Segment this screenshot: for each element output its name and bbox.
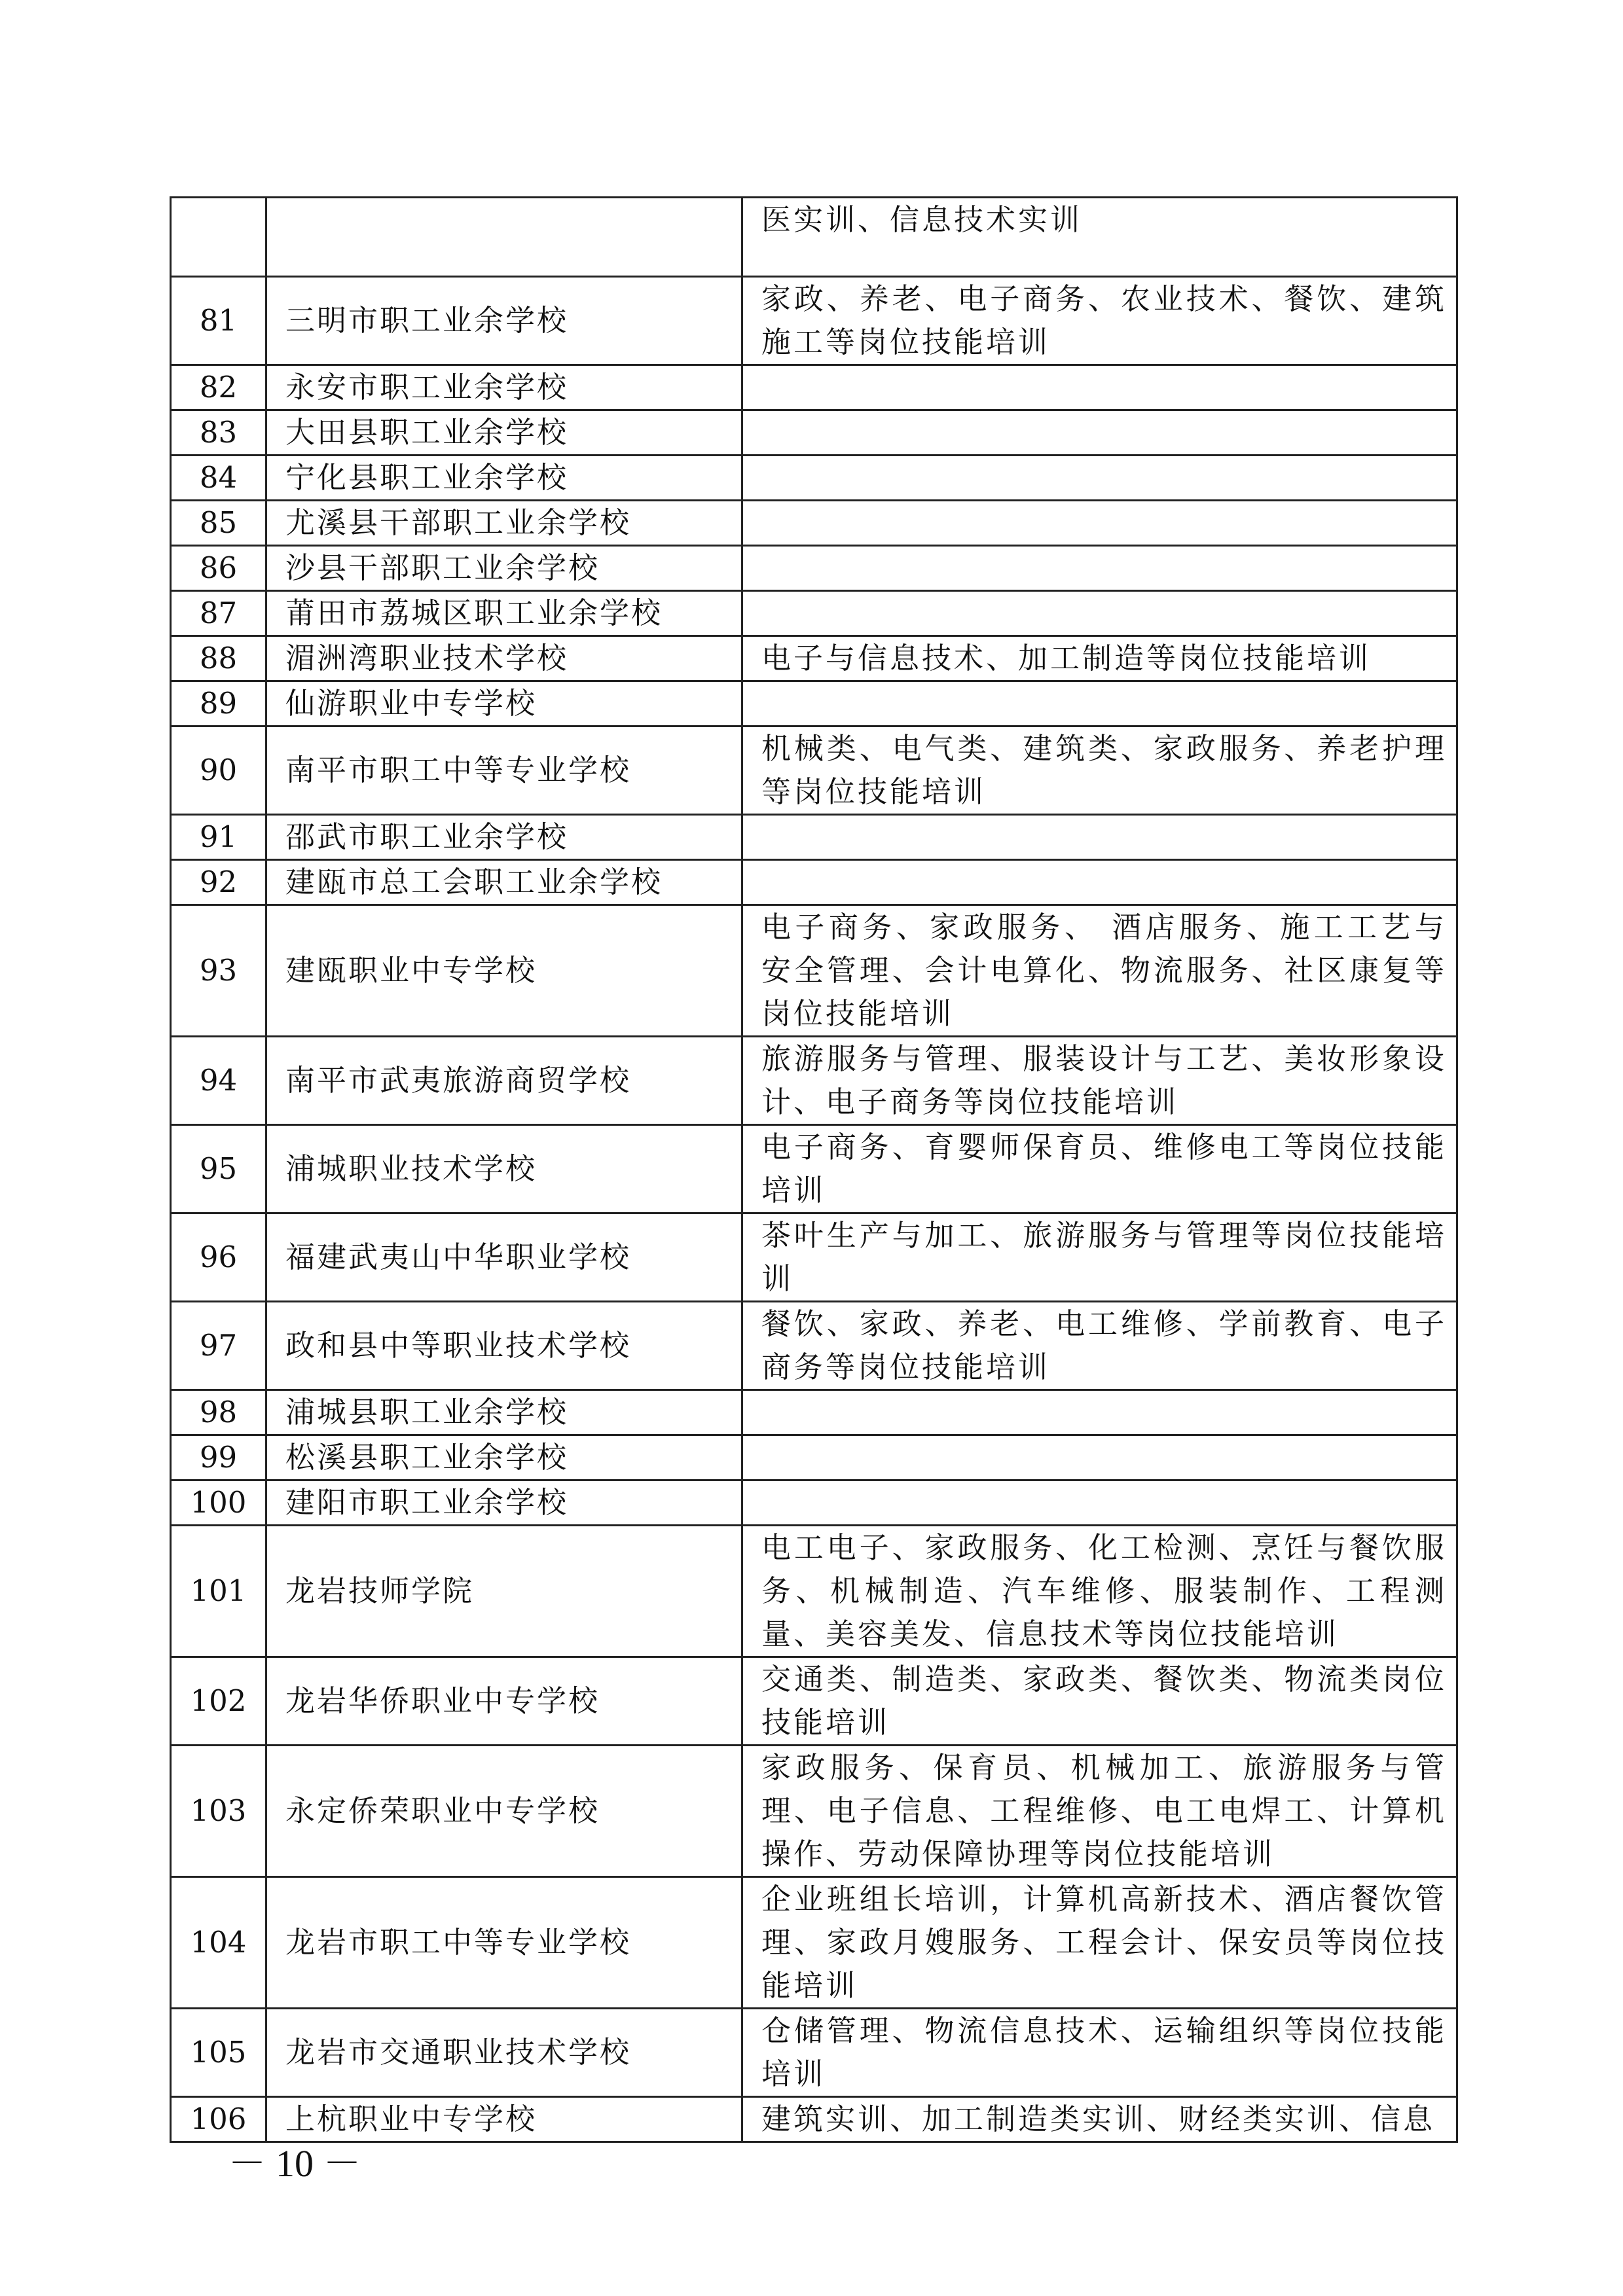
school-name: 宁化县职工业余学校: [266, 456, 742, 501]
school-name: 沙县干部职工业余学校: [266, 546, 742, 591]
school-name: 建瓯市总工会职工业余学校: [266, 860, 742, 905]
school-name: 松溪县职工业余学校: [266, 1435, 742, 1480]
school-name: 建瓯职业中专学校: [266, 905, 742, 1037]
row-number: 103: [171, 1746, 266, 1877]
row-number: 101: [171, 1526, 266, 1657]
row-number: 95: [171, 1125, 266, 1213]
row-number: 85: [171, 501, 266, 546]
row-number: [171, 198, 266, 277]
row-number: 93: [171, 905, 266, 1037]
table-row: [171, 1302, 1457, 1390]
table-row: [171, 860, 1457, 905]
training-content: [742, 501, 1457, 546]
school-name: 浦城县职工业余学校: [266, 1390, 742, 1435]
training-content: 建筑实训、加工制造类实训、财经类实训、信息: [742, 2097, 1457, 2142]
row-number: 92: [171, 860, 266, 905]
table-row: [171, 1877, 1457, 2009]
row-number: 100: [171, 1480, 266, 1526]
table-row: [171, 198, 1457, 277]
training-content: 旅游服务与管理、服装设计与工艺、美妆形象设计、电子商务等岗位技能培训: [742, 1037, 1457, 1125]
training-content: [742, 1390, 1457, 1435]
training-content: [742, 1435, 1457, 1480]
row-number: 86: [171, 546, 266, 591]
training-content: [742, 365, 1457, 410]
row-number: 105: [171, 2009, 266, 2097]
school-name: 大田县职工业余学校: [266, 410, 742, 456]
row-number: 98: [171, 1390, 266, 1435]
row-number: 81: [171, 277, 266, 365]
row-number: 104: [171, 1877, 266, 2009]
table-row: [171, 501, 1457, 546]
training-content: [742, 815, 1457, 860]
school-name: 政和县中等职业技术学校: [266, 1302, 742, 1390]
row-number: 87: [171, 591, 266, 636]
table-row: [171, 726, 1457, 815]
training-content: 电子商务、育婴师保育员、维修电工等岗位技能培训: [742, 1125, 1457, 1213]
school-name: 尤溪县干部职工业余学校: [266, 501, 742, 546]
training-content: 机械类、电气类、建筑类、家政服务、养老护理等岗位技能培训: [742, 726, 1457, 815]
school-name: 龙岩市职工中等专业学校: [266, 1877, 742, 2009]
table-row: [171, 410, 1457, 456]
school-name: 上杭职业中专学校: [266, 2097, 742, 2142]
school-name: 龙岩华侨职业中专学校: [266, 1657, 742, 1746]
school-name: 湄洲湾职业技术学校: [266, 636, 742, 681]
table-row: [171, 636, 1457, 681]
school-name: 永定侨荣职业中专学校: [266, 1746, 742, 1877]
table-row: [171, 1746, 1457, 1877]
school-name: 永安市职工业余学校: [266, 365, 742, 410]
table-row: [171, 681, 1457, 726]
school-name: 仙游职业中专学校: [266, 681, 742, 726]
row-number: 83: [171, 410, 266, 456]
table-row: [171, 365, 1457, 410]
table-row: [171, 905, 1457, 1037]
school-table: [170, 196, 1458, 2143]
training-content: [742, 1480, 1457, 1526]
school-name: 邵武市职工业余学校: [266, 815, 742, 860]
page-number: － 10 －: [228, 2142, 361, 2185]
table-row: [171, 1480, 1457, 1526]
table-row: [171, 1213, 1457, 1302]
row-number: 94: [171, 1037, 266, 1125]
training-content: [742, 860, 1457, 905]
school-name: 南平市职工中等专业学校: [266, 726, 742, 815]
table-row: [171, 1037, 1457, 1125]
training-content: 餐饮、家政、养老、电工维修、学前教育、电子商务等岗位技能培训: [742, 1302, 1457, 1390]
school-name: 福建武夷山中华职业学校: [266, 1213, 742, 1302]
school-name: [266, 198, 742, 277]
training-content: 交通类、制造类、家政类、餐饮类、物流类岗位技能培训: [742, 1657, 1457, 1746]
training-content: 电工电子、家政服务、化工检测、烹饪与餐饮服务、机械制造、汽车维修、服装制作、工程测量、美容美发、信息技术等岗位技能培训: [742, 1526, 1457, 1657]
training-content: [742, 546, 1457, 591]
row-number: 88: [171, 636, 266, 681]
table-row: [171, 456, 1457, 501]
table-row: [171, 1125, 1457, 1213]
school-name: 莆田市荔城区职工业余学校: [266, 591, 742, 636]
table-row: [171, 815, 1457, 860]
row-number: 97: [171, 1302, 266, 1390]
table-row: [171, 277, 1457, 365]
table-row: [171, 1526, 1457, 1657]
table-row: [171, 1390, 1457, 1435]
row-number: 91: [171, 815, 266, 860]
row-number: 89: [171, 681, 266, 726]
row-number: 99: [171, 1435, 266, 1480]
training-content: 仓储管理、物流信息技术、运输组织等岗位技能培训: [742, 2009, 1457, 2097]
training-content: 医实训、信息技术实训: [742, 198, 1457, 277]
school-name: 三明市职工业余学校: [266, 277, 742, 365]
row-number: 96: [171, 1213, 266, 1302]
training-content: 企业班组长培训，计算机高新技术、酒店餐饮管理、家政月嫂服务、工程会计、保安员等岗位技能培训: [742, 1877, 1457, 2009]
training-content: 茶叶生产与加工、旅游服务与管理等岗位技能培训: [742, 1213, 1457, 1302]
school-name: 龙岩技师学院: [266, 1526, 742, 1657]
training-content: [742, 410, 1457, 456]
row-number: 106: [171, 2097, 266, 2142]
training-content: 家政服务、保育员、机械加工、旅游服务与管理、电子信息、工程维修、电工电焊工、计算机操作、劳动保障协理等岗位技能培训: [742, 1746, 1457, 1877]
table-row: [171, 591, 1457, 636]
training-content: 电子与信息技术、加工制造等岗位技能培训: [742, 636, 1457, 681]
table-row: [171, 1435, 1457, 1480]
school-name: 浦城职业技术学校: [266, 1125, 742, 1213]
school-name: 龙岩市交通职业技术学校: [266, 2009, 742, 2097]
table-row: [171, 546, 1457, 591]
row-number: 102: [171, 1657, 266, 1746]
school-name: 建阳市职工业余学校: [266, 1480, 742, 1526]
school-name: 南平市武夷旅游商贸学校: [266, 1037, 742, 1125]
row-number: 90: [171, 726, 266, 815]
table-row: [171, 1657, 1457, 1746]
training-content: [742, 456, 1457, 501]
training-content: 电子商务、家政服务、 酒店服务、施工工艺与安全管理、会计电算化、物流服务、社区康复等岗位技能培训: [742, 905, 1457, 1037]
training-content: [742, 591, 1457, 636]
training-content: [742, 681, 1457, 726]
row-number: 84: [171, 456, 266, 501]
table-row: [171, 2009, 1457, 2097]
training-content: 家政、养老、电子商务、农业技术、餐饮、建筑施工等岗位技能培训: [742, 277, 1457, 365]
row-number: 82: [171, 365, 266, 410]
